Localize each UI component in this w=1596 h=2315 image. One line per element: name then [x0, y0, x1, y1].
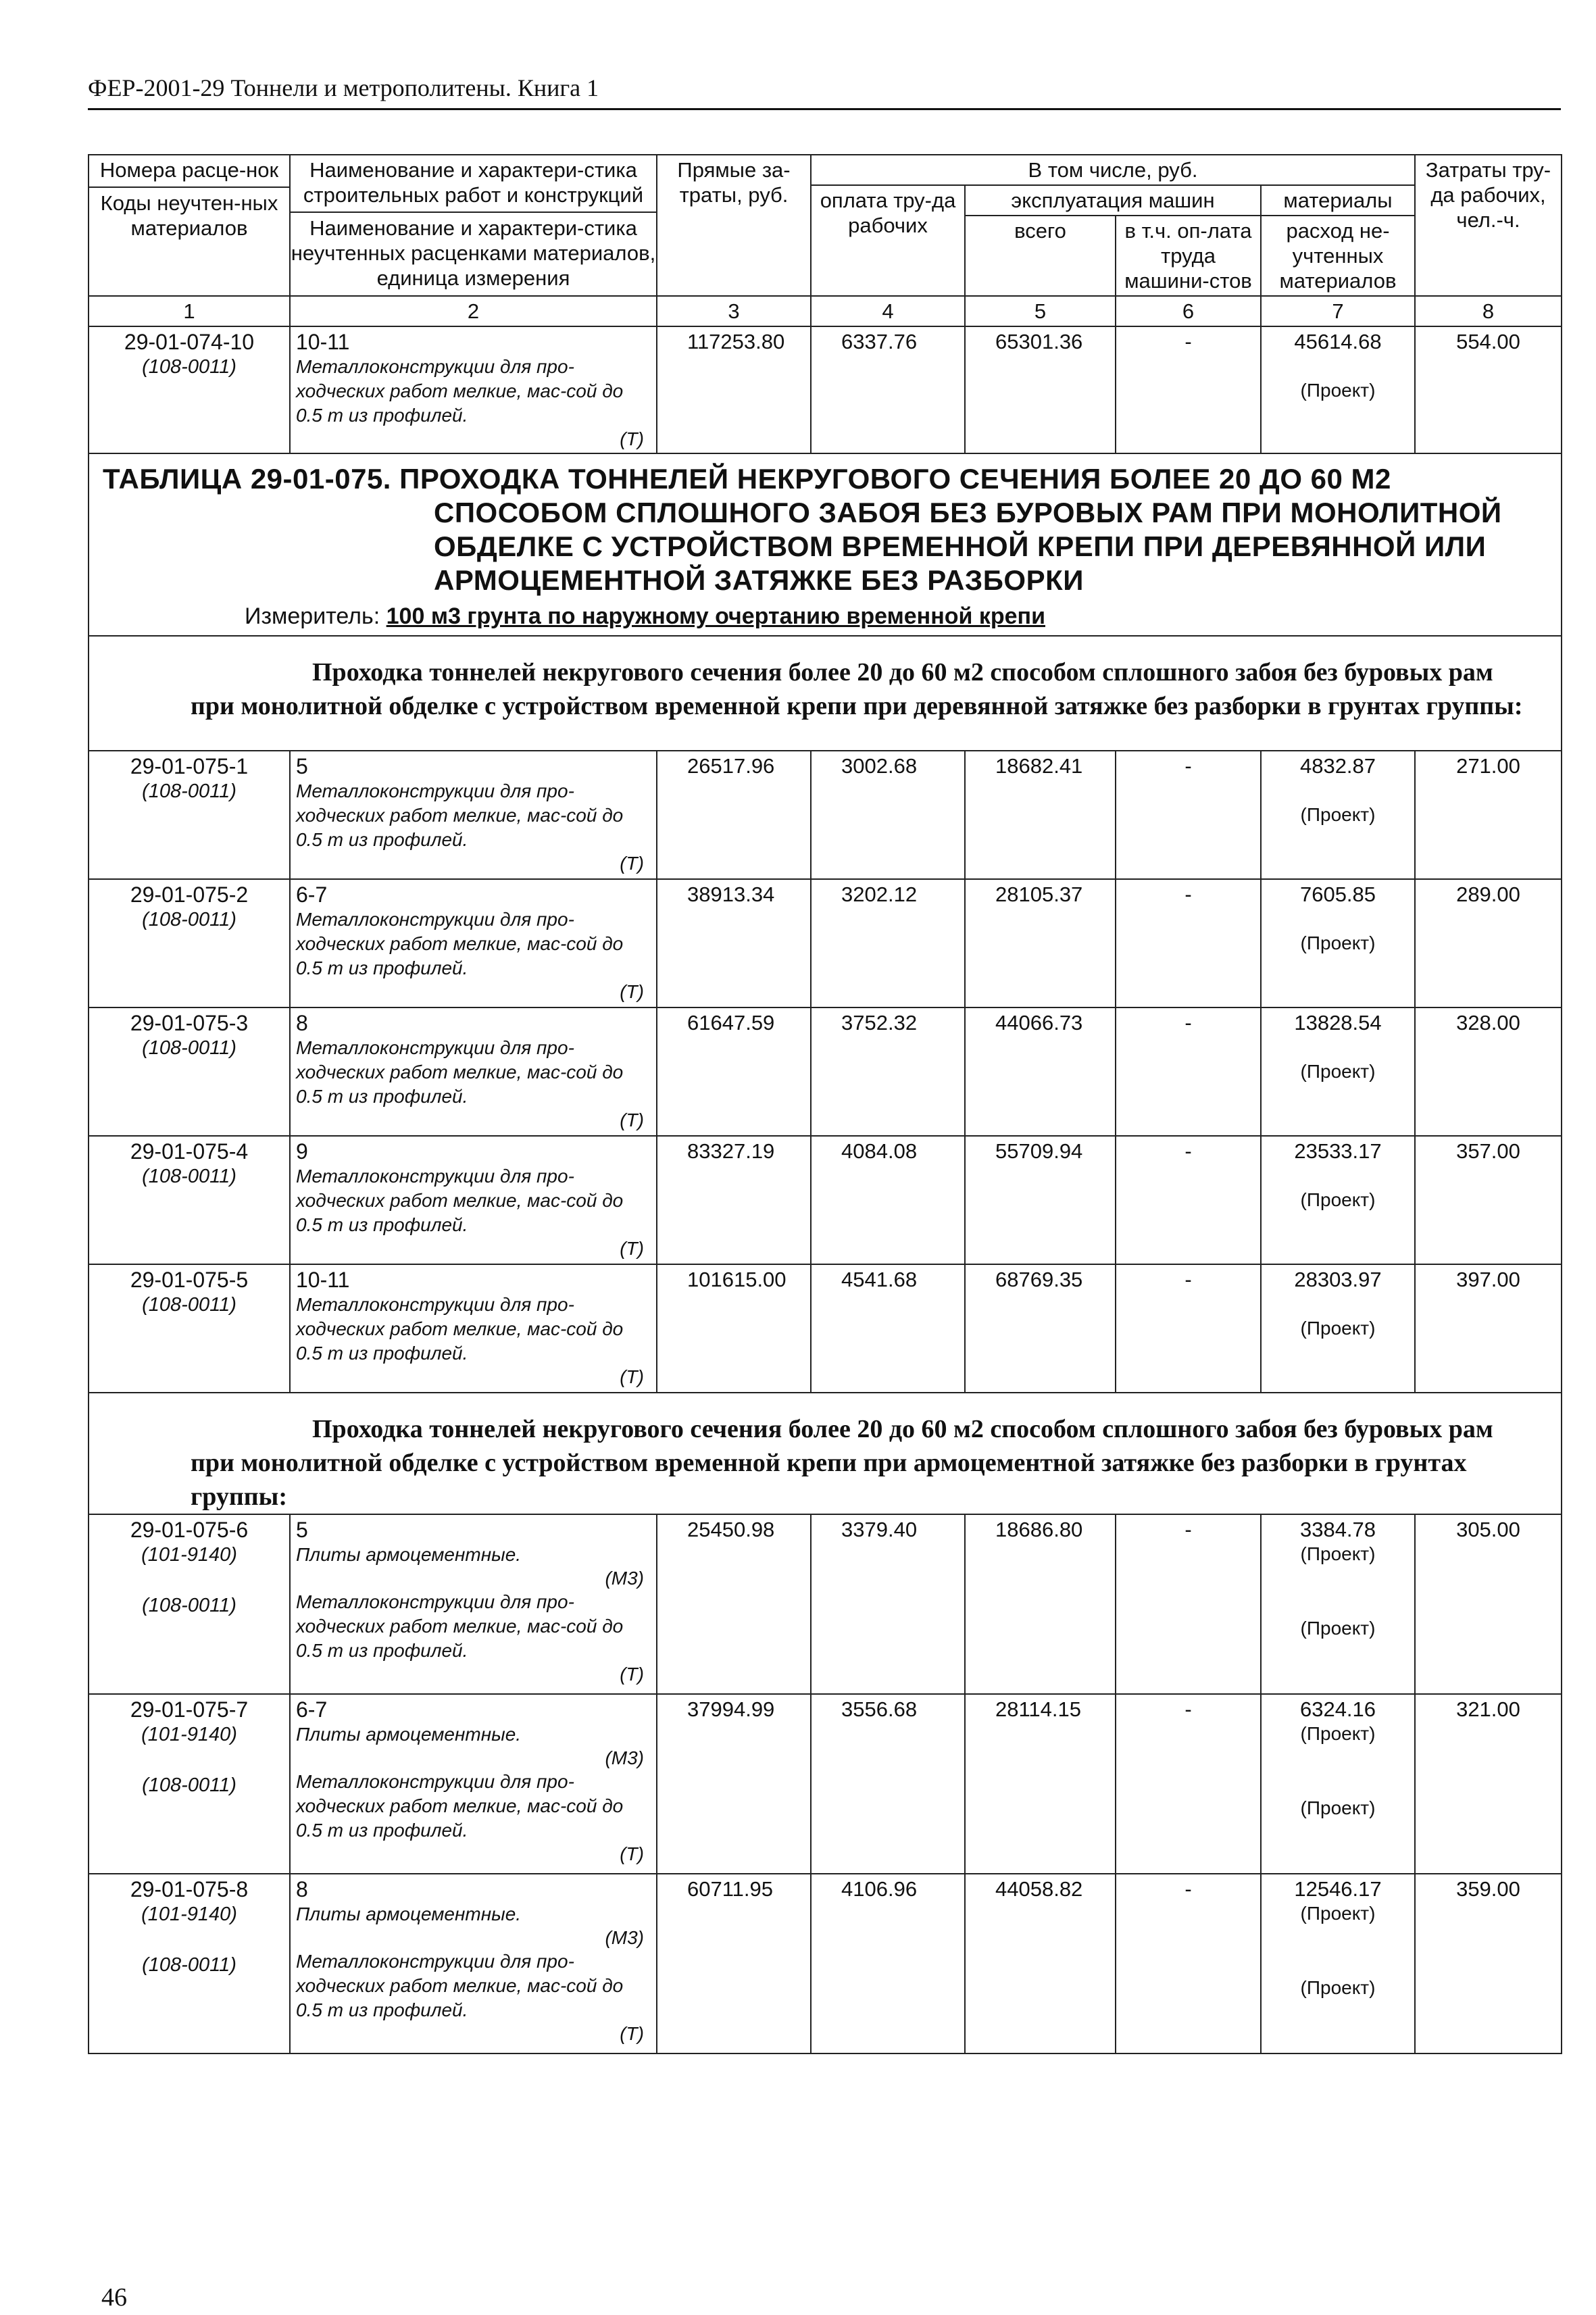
materials-cell [1261, 751, 1415, 879]
rate-description-cell [290, 1136, 657, 1264]
material-tag: (Т) [620, 981, 644, 1002]
column-number: 4 [811, 296, 965, 326]
material-name: Металлоконструкции для про-ходческих работ мелкие, мас-сой до 0.5 т из профилей. [296, 1771, 624, 1841]
header-labor-hours: Затраты тру-да рабочих, чел.-ч. [1415, 155, 1562, 296]
material-tag: (М3) [605, 1568, 644, 1589]
column-number: 2 [290, 296, 657, 326]
labor-pay: 4084.08 [811, 1136, 965, 1264]
header-machines: эксплуатация машин [965, 185, 1261, 216]
project-label: (Проект) [1300, 1903, 1376, 1924]
column-number: 1 [89, 296, 290, 326]
soil-group: 6-7 [296, 882, 328, 907]
machinists-pay: - [1116, 1874, 1261, 2053]
table-heading-cell [89, 453, 1562, 636]
materials-value: 13828.54 [1294, 1011, 1382, 1035]
rate-row [89, 751, 1562, 879]
machinists-pay: - [1116, 751, 1261, 879]
material-tag: (Т) [620, 1366, 644, 1387]
spacer [95, 1568, 284, 1593]
materials-value: 6324.16 [1299, 1697, 1376, 1721]
spacer [1267, 907, 1409, 931]
material-name: Металлоконструкции для про-ходческих работ мелкие, мас-сой до 0.5 т из профилей. [296, 1951, 624, 2020]
rate-row [89, 1694, 1562, 1874]
machinists-pay: - [1116, 1694, 1261, 1874]
project-label: (Проект) [1300, 1977, 1376, 1998]
machines-total: 55709.94 [965, 1136, 1116, 1264]
material-code: (108-0011) [142, 780, 236, 802]
spacer [1267, 1746, 1409, 1796]
rate-row [89, 1007, 1562, 1136]
material-code: (101-9140) [141, 1544, 237, 1566]
material-code: (108-0011) [142, 1166, 236, 1187]
labor-hours: 357.00 [1415, 1136, 1562, 1264]
project-label: (Проект) [1300, 380, 1376, 401]
material-code: (101-9140) [141, 1724, 237, 1745]
materials-cell [1261, 1874, 1415, 2053]
machinists-pay: - [1116, 1264, 1261, 1393]
rate-code: 29-01-075-1 [130, 754, 249, 778]
header-materials: материалы [1261, 185, 1415, 216]
direct-costs: 101615.00 [657, 1264, 811, 1393]
section-cell [89, 636, 1562, 751]
header-unaccounted-materials: расход не-учтенных материалов [1261, 216, 1415, 296]
rate-row [89, 1514, 1562, 1694]
soil-group: 10-11 [296, 330, 350, 354]
rate-row [89, 879, 1562, 1007]
rate-code: 29-01-074-10 [124, 330, 255, 354]
rate-description-cell [290, 1264, 657, 1393]
header-codes-cell [89, 155, 290, 296]
rate-code-cell [89, 1264, 290, 1393]
labor-pay: 3556.68 [811, 1694, 965, 1874]
labor-hours: 328.00 [1415, 1007, 1562, 1136]
materials-value: 4832.87 [1299, 754, 1376, 778]
section-row [89, 636, 1562, 751]
spacer [95, 1747, 284, 1773]
material-tag: (Т) [620, 1843, 644, 1864]
rate-code-cell [89, 879, 290, 1007]
project-label: (Проект) [1300, 1618, 1376, 1639]
material-code: (108-0011) [142, 1595, 236, 1616]
table-measure [103, 603, 1547, 630]
material-tag: (М3) [605, 1747, 644, 1768]
direct-costs: 25450.98 [657, 1514, 811, 1694]
materials-value: 3384.78 [1299, 1518, 1376, 1541]
measure-label: Измеритель: [245, 603, 380, 629]
rate-row [89, 326, 1562, 453]
spacer [1267, 1164, 1409, 1188]
header-material-codes: Коды неучтен-ных материалов [89, 186, 289, 241]
labor-hours: 554.00 [1415, 326, 1562, 453]
direct-costs: 60711.95 [657, 1874, 811, 2053]
header-machines-total: всего [965, 216, 1116, 296]
rate-description-cell [290, 326, 657, 453]
project-label: (Проект) [1300, 1723, 1376, 1744]
materials-cell [1261, 326, 1415, 453]
soil-group: 5 [296, 754, 308, 778]
direct-costs: 83327.19 [657, 1136, 811, 1264]
labor-pay: 3752.32 [811, 1007, 965, 1136]
materials-cell [1261, 1264, 1415, 1393]
soil-group: 5 [296, 1518, 308, 1542]
material-name: Металлоконструкции для про-ходческих работ мелкие, мас-сой до 0.5 т из профилей. [296, 909, 624, 978]
rate-row [89, 1264, 1562, 1393]
labor-hours: 397.00 [1415, 1264, 1562, 1393]
header-row-1 [89, 155, 1562, 185]
rate-code: 29-01-075-6 [130, 1518, 249, 1542]
section-row [89, 1393, 1562, 1514]
rate-code: 29-01-075-7 [130, 1697, 249, 1722]
labor-pay: 3379.40 [811, 1514, 965, 1694]
header-works-name: Наименование и характери-стика строительных работ и конструкций [303, 158, 644, 207]
materials-value: 23533.17 [1294, 1139, 1382, 1163]
material-code: (108-0011) [142, 1037, 236, 1059]
spacer [1267, 1035, 1409, 1060]
rate-code-cell [89, 326, 290, 453]
rate-code-cell [89, 1514, 290, 1694]
soil-group: 8 [296, 1011, 308, 1035]
materials-cell [1261, 1514, 1415, 1694]
material-name: Плиты армоцементные. [296, 1544, 522, 1565]
labor-pay: 4541.68 [811, 1264, 965, 1393]
rate-description-cell [290, 1007, 657, 1136]
material-tag: (Т) [620, 2023, 644, 2044]
rate-description-cell [290, 751, 657, 879]
materials-value: 28303.97 [1294, 1268, 1382, 1291]
column-number: 8 [1415, 296, 1562, 326]
column-number: 6 [1116, 296, 1261, 326]
material-name: Металлоконструкции для про-ходческих работ мелкие, мас-сой до 0.5 т из профилей. [296, 1037, 624, 1107]
column-numbers-row [89, 296, 1562, 326]
material-tag: (Т) [620, 1110, 644, 1130]
direct-costs: 38913.34 [657, 879, 811, 1007]
header-names-cell [290, 155, 657, 296]
section-title: Проходка тоннелей некругового сечения более 20 до 60 м2 способом сплошного забоя без буровых рам при монолитной обделке с устройством временной крепи при армоцементной затяжке без разборки в грунтах группы: [191, 1415, 1493, 1511]
labor-hours: 271.00 [1415, 751, 1562, 879]
machines-total: 18682.41 [965, 751, 1116, 879]
soil-group: 8 [296, 1877, 308, 1901]
labor-hours: 305.00 [1415, 1514, 1562, 1694]
rate-code-cell [89, 1007, 290, 1136]
machines-total: 18686.80 [965, 1514, 1116, 1694]
rate-code-cell [89, 751, 290, 879]
rate-code-cell [89, 1694, 290, 1874]
materials-cell [1261, 1136, 1415, 1264]
section-cell [89, 1393, 1562, 1514]
direct-costs: 61647.59 [657, 1007, 811, 1136]
table-title: ТАБЛИЦА 29-01-075. ПРОХОДКА ТОННЕЛЕЙ НЕКРУГОВОГО СЕЧЕНИЯ БОЛЕЕ 20 ДО 60 М2 СПОСОБОМ СПЛОШНОГО ЗАБОЯ БЕЗ БУРОВЫХ РАМ ПРИ МОНОЛИТНОЙ ОБДЕЛКЕ С УСТРОЙСТВОМ ВРЕМЕННОЙ КРЕПИ ПРИ ДЕРЕВЯННОЙ ИЛИ АРМОЦЕМЕНТНОЙ ЗАТЯЖКЕ БЕЗ РАЗБОРКИ [103, 463, 1502, 596]
rate-code: 29-01-075-2 [130, 882, 249, 907]
materials-cell [1261, 1007, 1415, 1136]
project-label: (Проект) [1300, 1318, 1376, 1339]
machines-total: 44066.73 [965, 1007, 1116, 1136]
column-number: 7 [1261, 296, 1415, 326]
soil-group: 9 [296, 1139, 308, 1164]
direct-costs: 37994.99 [657, 1694, 811, 1874]
material-code: (101-9140) [141, 1903, 237, 1925]
machines-total: 44058.82 [965, 1874, 1116, 2053]
header-materials-name: Наименование и характери-стика неучтенных расценками материалов, единица измерения [291, 211, 656, 291]
soil-group: 10-11 [296, 1268, 350, 1292]
material-tag: (Т) [620, 1238, 644, 1259]
labor-hours: 321.00 [1415, 1694, 1562, 1874]
rate-row [89, 1874, 1562, 2053]
material-code: (108-0011) [142, 1294, 236, 1316]
rate-description-cell [290, 1874, 657, 2053]
materials-value: 7605.85 [1299, 882, 1376, 906]
direct-costs: 117253.80 [657, 326, 811, 453]
rate-row [89, 1136, 1562, 1264]
spacer [95, 1927, 284, 1953]
material-tag: (Т) [620, 853, 644, 874]
table-heading-row [89, 453, 1562, 636]
document-header: ФЕР-2001-29 Тоннели и метрополитены. Книга 1 [88, 73, 1561, 110]
machines-total: 68769.35 [965, 1264, 1116, 1393]
header-rate-numbers: Номера расце-нок [99, 158, 279, 182]
column-number: 3 [657, 296, 811, 326]
material-name: Плиты армоцементные. [296, 1724, 522, 1745]
rate-code: 29-01-075-3 [130, 1011, 249, 1035]
labor-hours: 359.00 [1415, 1874, 1562, 2053]
labor-pay: 3002.68 [811, 751, 965, 879]
rate-description-cell [290, 1694, 657, 1874]
material-tag: (Т) [620, 428, 644, 449]
project-label: (Проект) [1300, 1543, 1376, 1564]
header-direct-costs: Прямые за-траты, руб. [657, 155, 811, 296]
machinists-pay: - [1116, 326, 1261, 453]
labor-hours: 289.00 [1415, 879, 1562, 1007]
material-name: Металлоконструкции для про-ходческих работ мелкие, мас-сой до 0.5 т из профилей. [296, 780, 624, 850]
rate-code: 29-01-075-4 [130, 1139, 249, 1164]
machinists-pay: - [1116, 1007, 1261, 1136]
spacer [1267, 1926, 1409, 1976]
material-code: (108-0011) [142, 909, 236, 930]
material-name: Металлоконструкции для про-ходческих работ мелкие, мас-сой до 0.5 т из профилей. [296, 1294, 624, 1364]
machinists-pay: - [1116, 1136, 1261, 1264]
material-name: Металлоконструкции для про-ходческих работ мелкие, мас-сой до 0.5 т из профилей. [296, 1591, 624, 1661]
material-code: (108-0011) [142, 356, 236, 378]
material-code: (108-0011) [142, 1774, 236, 1796]
machines-total: 65301.36 [965, 326, 1116, 453]
spacer [1267, 1292, 1409, 1316]
rates-table [88, 154, 1562, 2054]
direct-costs: 26517.96 [657, 751, 811, 879]
project-label: (Проект) [1300, 1189, 1376, 1210]
soil-group: 6-7 [296, 1697, 328, 1722]
project-label: (Проект) [1300, 932, 1376, 953]
project-label: (Проект) [1300, 1797, 1376, 1818]
material-name: Металлоконструкции для про-ходческих работ мелкие, мас-сой до 0.5 т из профилей. [296, 356, 624, 426]
material-code: (108-0011) [142, 1954, 236, 1976]
header-labor-pay: оплата тру-да рабочих [811, 185, 965, 296]
labor-pay: 3202.12 [811, 879, 965, 1007]
measure-value: 100 м3 грунта по наружному очертанию временной крепи [386, 603, 1045, 629]
project-label: (Проект) [1300, 1061, 1376, 1082]
machinists-pay: - [1116, 879, 1261, 1007]
header-machinists-pay: в т.ч. оп-лата труда машини-стов [1116, 216, 1261, 296]
section-title: Проходка тоннелей некругового сечения более 20 до 60 м2 способом сплошного забоя без буровых рам при монолитной обделке с устройством временной крепи при деревянной затяжке без разборки в грунтах группы: [191, 658, 1523, 720]
rate-description-cell [290, 1514, 657, 1694]
spacer [1267, 354, 1409, 378]
labor-pay: 4106.96 [811, 1874, 965, 2053]
material-name: Плиты армоцементные. [296, 1903, 522, 1924]
material-tag: (Т) [620, 1664, 644, 1685]
labor-pay: 6337.76 [811, 326, 965, 453]
machines-total: 28114.15 [965, 1694, 1116, 1874]
spacer [1267, 778, 1409, 803]
material-name: Металлоконструкции для про-ходческих работ мелкие, мас-сой до 0.5 т из профилей. [296, 1166, 624, 1235]
rate-code-cell [89, 1874, 290, 2053]
rate-code: 29-01-075-8 [130, 1877, 249, 1901]
project-label: (Проект) [1300, 804, 1376, 825]
page-number: 46 [101, 2283, 127, 2312]
material-tag: (М3) [605, 1927, 644, 1948]
machines-total: 28105.37 [965, 879, 1116, 1007]
materials-value: 12546.17 [1294, 1877, 1382, 1901]
rate-description-cell [290, 879, 657, 1007]
materials-value: 45614.68 [1294, 330, 1382, 353]
rate-code: 29-01-075-5 [130, 1268, 249, 1292]
rate-code-cell [89, 1136, 290, 1264]
column-number: 5 [965, 296, 1116, 326]
materials-cell [1261, 1694, 1415, 1874]
header-in-total: В том числе, руб. [811, 155, 1415, 185]
spacer [1267, 1566, 1409, 1616]
machinists-pay: - [1116, 1514, 1261, 1694]
materials-cell [1261, 879, 1415, 1007]
